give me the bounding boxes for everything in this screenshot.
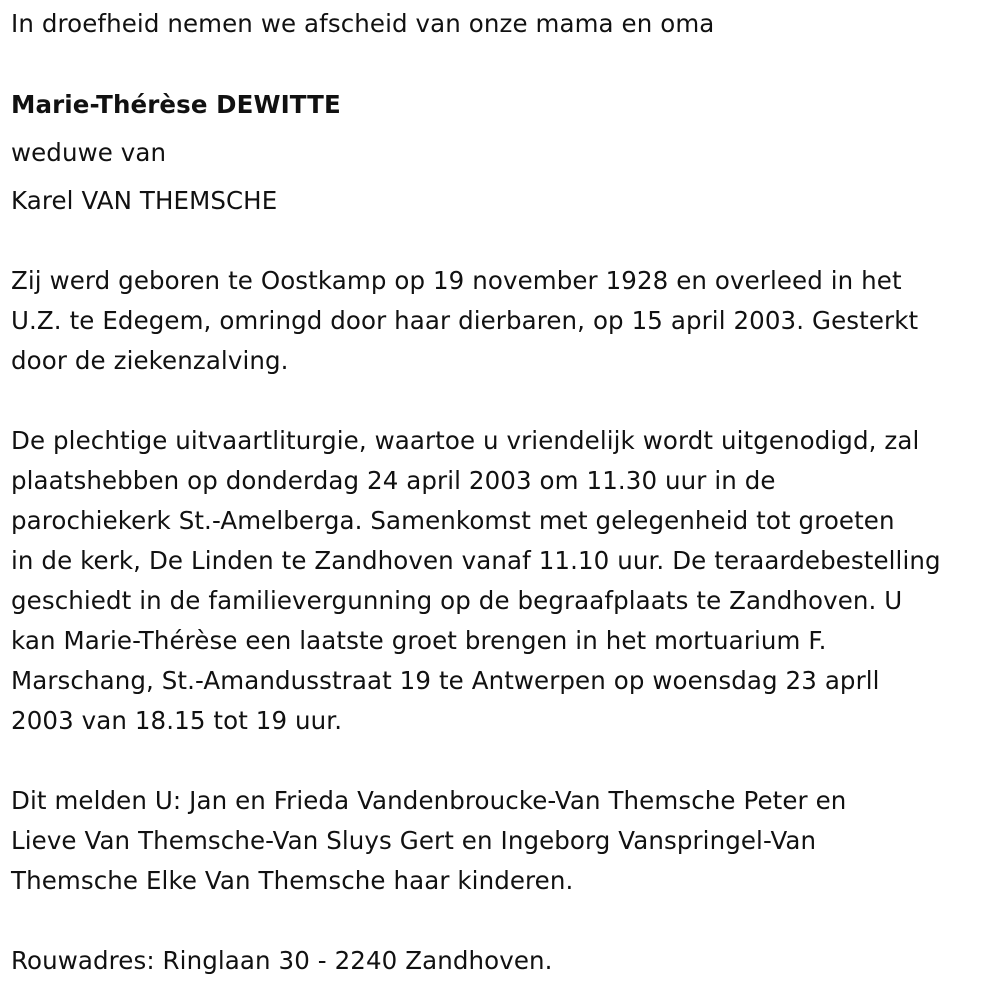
spouse-name: Karel VAN THEMSCHE: [11, 186, 278, 215]
paragraph-line: plaatshebben op donderdag 24 april 2003 om 11.30 uur in de: [11, 466, 776, 495]
paragraph-line: Dit melden U: Jan en Frieda Vandenbroucke-Van Themsche Peter en: [11, 786, 847, 815]
birth-death-paragraph: [11, 261, 918, 381]
intro-line: In droefheid nemen we afscheid van onze mama en oma: [11, 9, 715, 38]
paragraph-line: kan Marie-Thérèse een laatste groet brengen in het mortuarium F.: [11, 626, 827, 655]
paragraph-line: in de kerk, De Linden te Zandhoven vanaf 11.10 uur. De teraardebestelling: [11, 546, 941, 575]
paragraph-line: Lieve Van Themsche-Van Sluys Gert en Ingeborg Vanspringel-Van: [11, 826, 817, 855]
funeral-paragraph: [11, 421, 941, 741]
paragraph-line: parochiekerk St.-Amelberga. Samenkomst met gelegenheid tot groeten: [11, 506, 895, 535]
paragraph-line: De plechtige uitvaartliturgie, waartoe u vriendelijk wordt uitgenodigd, zal: [11, 426, 920, 455]
paragraph-line: geschiedt in de familievergunning op de begraafplaats te Zandhoven. U: [11, 586, 903, 615]
paragraph-line: U.Z. te Edegem, omringd door haar dierbaren, op 15 april 2003. Gesterkt: [11, 306, 919, 335]
paragraph-line: Zij werd geboren te Oostkamp op 19 november 1928 en overleed in het: [11, 266, 902, 295]
paragraph-line: Marschang, St.-Amandusstraat 19 te Antwerpen op woensdag 23 aprll: [11, 666, 880, 695]
family-paragraph: [11, 781, 846, 901]
paragraph-line: Themsche Elke Van Themsche haar kinderen.: [11, 866, 574, 895]
relation-line: weduwe van: [11, 138, 167, 167]
paragraph-line: door de ziekenzalving.: [11, 346, 289, 375]
paragraph-line: 2003 van 18.15 tot 19 uur.: [11, 706, 343, 735]
deceased-name: Marie-Thérèse DEWITTE: [11, 90, 341, 119]
mourning-address: Rouwadres: Ringlaan 30 - 2240 Zandhoven.: [11, 946, 553, 975]
